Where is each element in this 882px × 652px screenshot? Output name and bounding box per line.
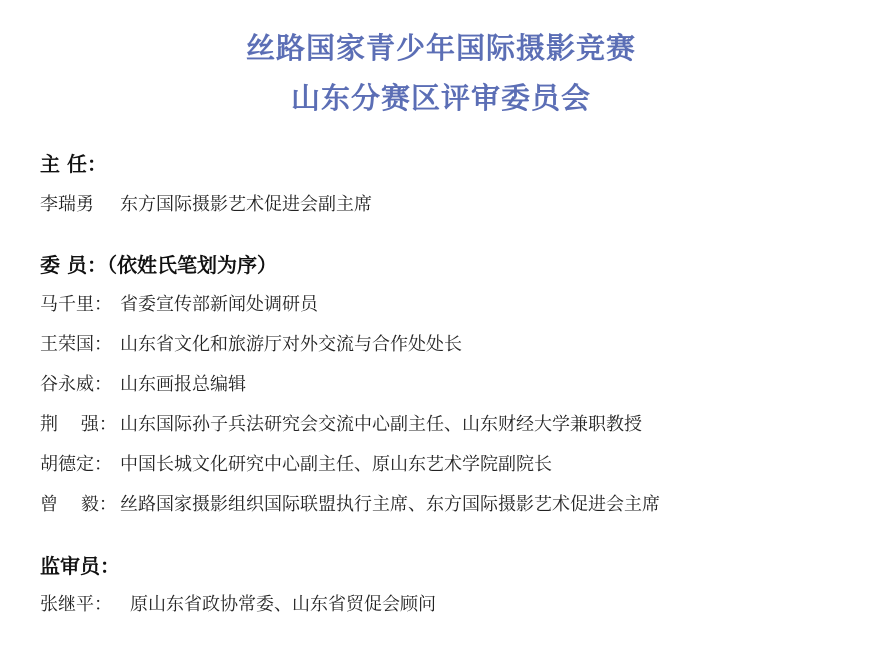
member-role: 丝路国家摄影组织国际联盟执行主席、东方国际摄影艺术促进会主席 xyxy=(120,494,660,515)
title-line-1: 丝路国家青少年国际摄影竞赛 xyxy=(245,31,636,65)
member-role: 山东国际孙子兵法研究会交流中心副主任、山东财经大学兼职教授 xyxy=(120,414,642,435)
title-line-2: 山东分赛区评审委员会 xyxy=(290,81,591,115)
member-entry-4 xyxy=(40,414,642,436)
director-heading: 主 任： xyxy=(40,152,107,176)
member-entry-2 xyxy=(40,334,462,356)
member-name: 胡德定： xyxy=(40,454,112,475)
director-entry xyxy=(40,194,372,216)
member-name: 曾 毅： xyxy=(40,494,117,515)
member-entry-5 xyxy=(40,454,552,476)
supervisor-role: 原山东省政协常委、山东省贸促会顾问 xyxy=(130,594,436,615)
supervisor-heading: 监审员： xyxy=(40,554,120,578)
member-entry-3 xyxy=(40,374,246,396)
member-name: 荆 强： xyxy=(40,414,117,435)
member-role: 山东画报总编辑 xyxy=(120,374,246,395)
member-name: 王荣国： xyxy=(40,334,112,355)
member-entry-6 xyxy=(40,494,660,516)
member-role: 山东省文化和旅游厅对外交流与合作处处长 xyxy=(120,334,462,355)
supervisor-entry xyxy=(40,594,436,616)
member-name: 马千里： xyxy=(40,294,112,315)
member-role: 中国长城文化研究中心副主任、原山东艺术学院副院长 xyxy=(120,454,552,475)
director-role: 东方国际摄影艺术促进会副主席 xyxy=(120,194,372,215)
member-name: 谷永威： xyxy=(40,374,112,395)
member-role: 省委宣传部新闻处调研员 xyxy=(120,294,318,315)
director-name: 李瑞勇 xyxy=(40,194,94,215)
supervisor-name: 张继平： xyxy=(40,594,112,615)
member-entry-1 xyxy=(40,294,318,316)
members-heading: 委 员：（依姓氏笔划为序） xyxy=(40,253,277,277)
